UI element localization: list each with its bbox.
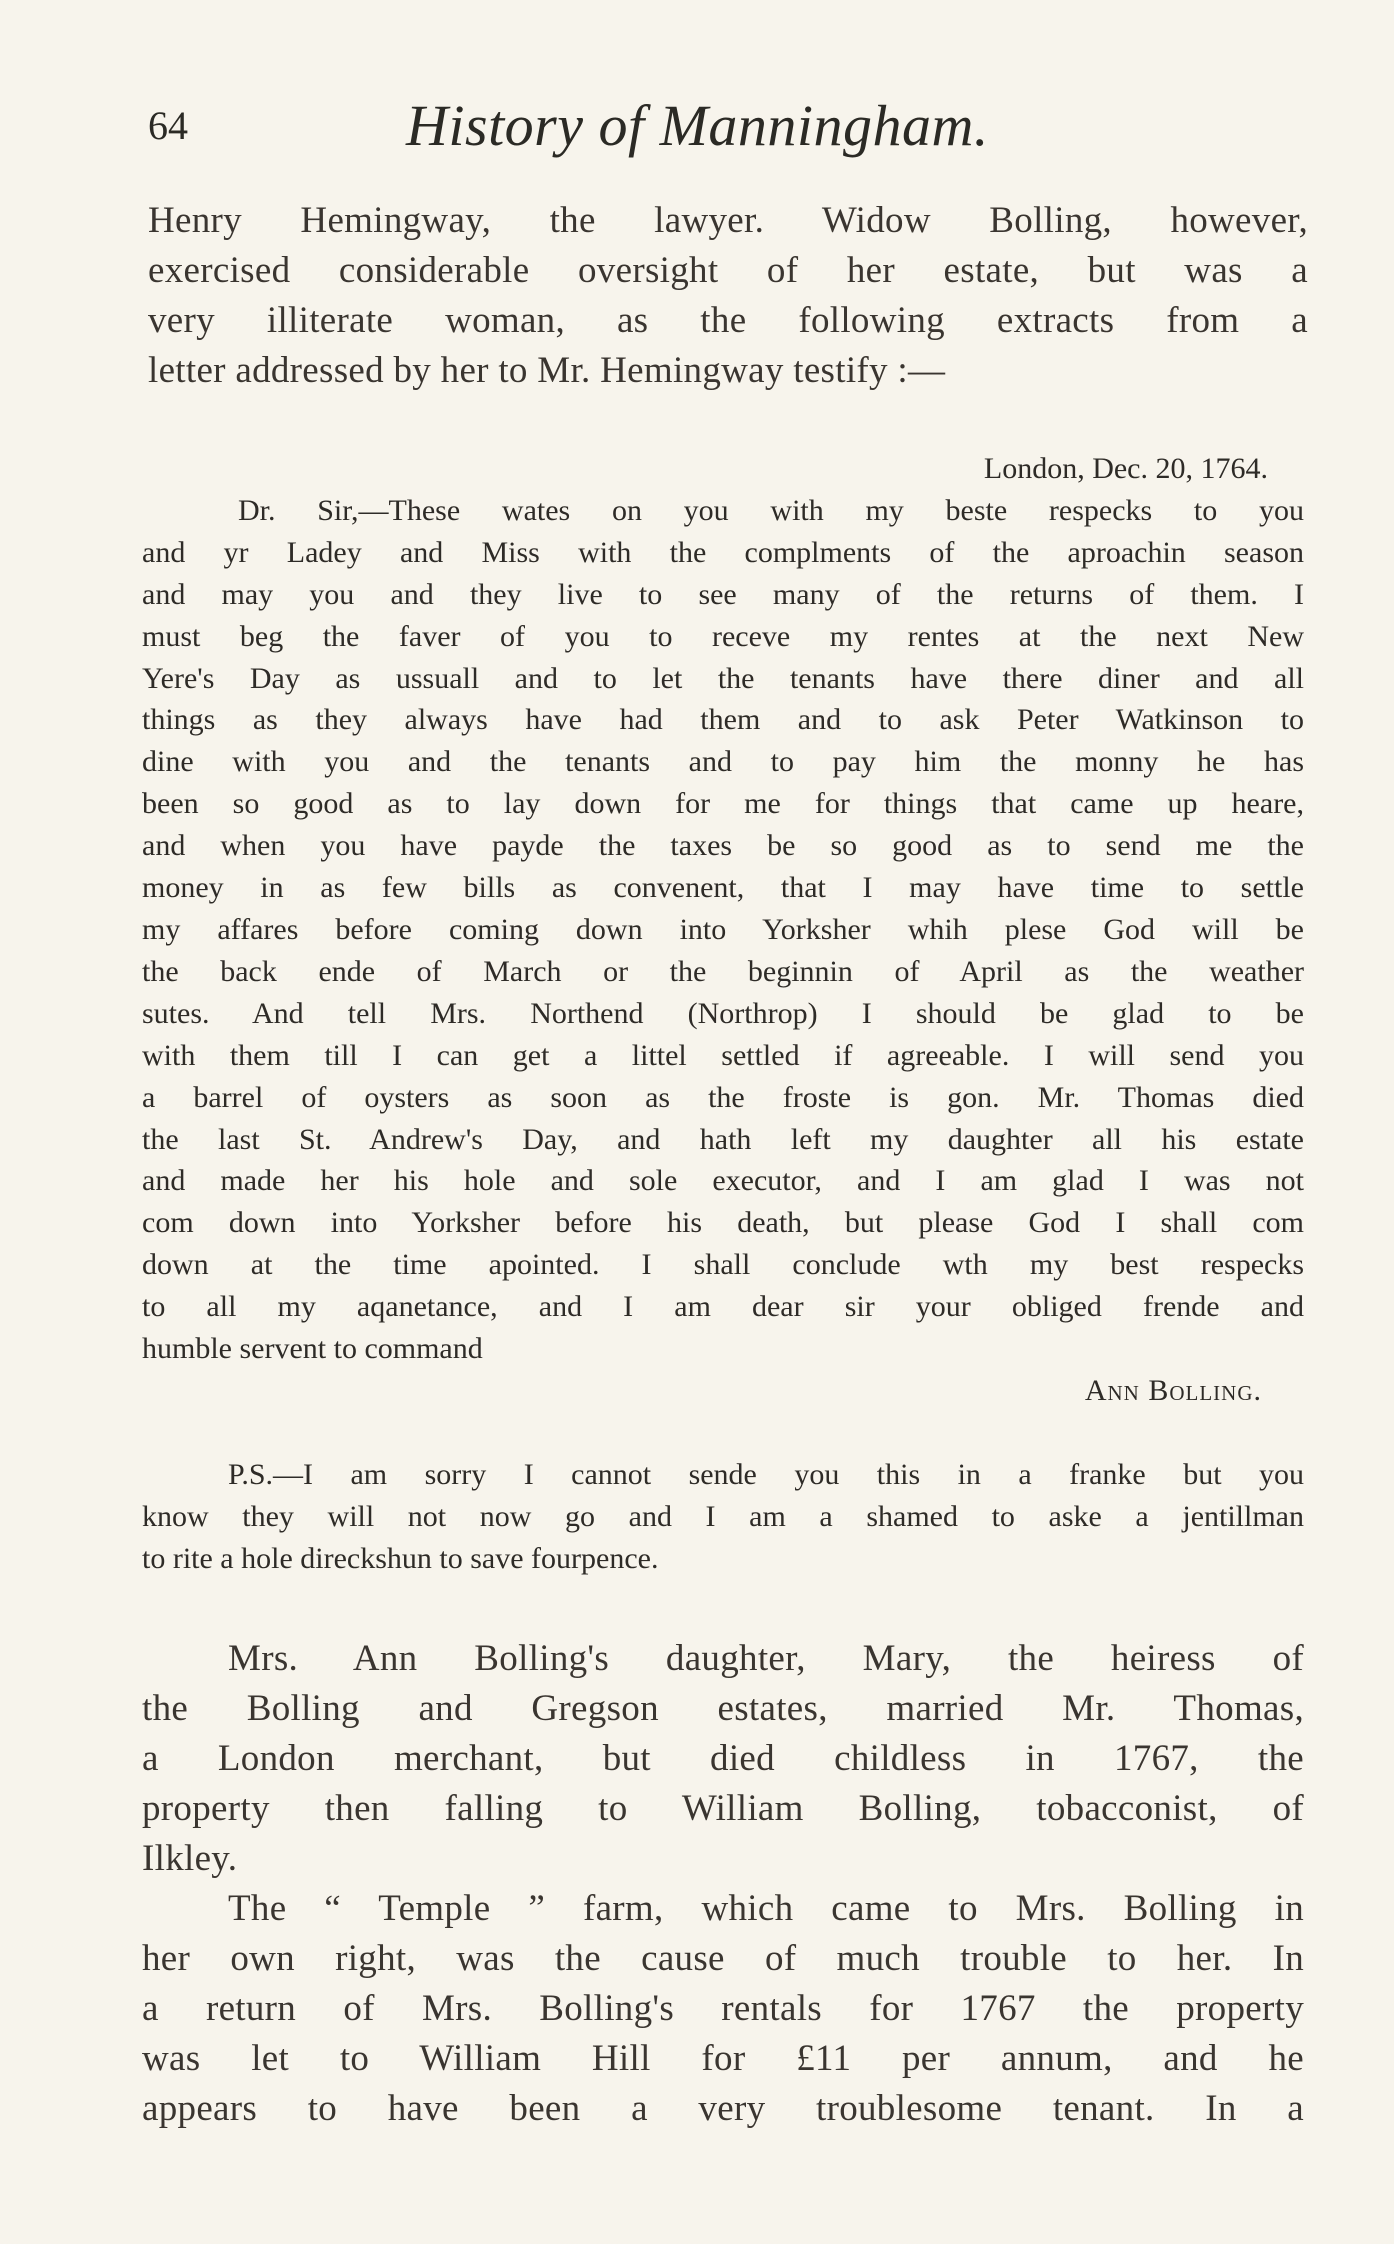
text-line: a London merchant, but died childless in 1767, the	[142, 1738, 1304, 1779]
text-line: very illiterate woman, as the following extracts from a	[148, 300, 1308, 341]
postscript-line: P.S.—I am sorry I cannot sende you this in a franke but you	[228, 1457, 1304, 1491]
letter-line: must beg the faver of you to receve my rentes at the next New	[142, 619, 1304, 653]
text-line: was let to William Hill for £11 per annum, and he	[142, 2038, 1304, 2079]
text-line: her own right, was the cause of much trouble to her. In	[142, 1938, 1304, 1979]
letter-line: a barrel of oysters as soon as the froste is gon. Mr. Thomas died	[142, 1080, 1304, 1114]
letter-line: been so good as to lay down for me for things that came up heare,	[142, 787, 1304, 821]
intro-paragraph	[148, 196, 1308, 396]
text-line: The “ Temple ” farm, which came to Mrs. Bolling in	[228, 1888, 1304, 1929]
running-title: History of Manningham.	[406, 93, 989, 158]
letter-line: money in as few bills as convenent, that I may have time to settle	[142, 871, 1304, 905]
page-header	[148, 92, 1303, 172]
page-number: 64	[148, 103, 188, 148]
letter-line: com down into Yorksher before his death, but please God I shall com	[142, 1206, 1304, 1240]
text-line: Ilkley.	[142, 1838, 238, 1879]
letter-signature: Ann Bolling.	[1084, 1373, 1262, 1407]
postscript-line: to rite a hole direckshun to save fourpence.	[142, 1541, 659, 1575]
letter-line: my affares before coming down into Yorksher whih plese God will be	[142, 912, 1304, 946]
text-line: letter addressed by her to Mr. Hemingway testify :—	[148, 350, 946, 391]
letter-dateline: London, Dec. 20, 1764.	[983, 452, 1268, 485]
text-line: exercised considerable oversight of her estate, but was a	[148, 250, 1308, 291]
text-line: Mrs. Ann Bolling's daughter, Mary, the heiress of	[228, 1638, 1304, 1679]
letter-line: and may you and they live to see many of the returns of them. I	[142, 577, 1304, 611]
letter-line: down at the time apointed. I shall conclude wth my best respecks	[142, 1248, 1304, 1282]
text-line: Henry Hemingway, the lawyer. Widow Bolling, however,	[148, 200, 1308, 241]
text-line: property then falling to William Bolling, tobacconist, of	[142, 1788, 1304, 1829]
letter-line: and yr Ladey and Miss with the complments of the aproachin season	[142, 535, 1304, 569]
quoted-letter	[142, 448, 1304, 1580]
letter-line: things as they always have had them and to ask Peter Watkinson to	[142, 703, 1304, 737]
text-line: appears to have been a very troublesome tenant. In a	[142, 2088, 1304, 2129]
closing-paragraphs	[142, 1634, 1304, 2134]
letter-line: sutes. And tell Mrs. Northend (Northrop) I should be glad to be	[142, 996, 1304, 1030]
letter-line: humble servent to command	[142, 1332, 483, 1366]
letter-line: Yere's Day as ussuall and to let the tenants have there diner and all	[142, 661, 1304, 695]
letter-line: and when you have payde the taxes be so good as to send me the	[142, 829, 1304, 863]
letter-line: with them till I can get a littel settled if agreeable. I will send you	[142, 1038, 1304, 1072]
letter-line: the last St. Andrew's Day, and hath left my daughter all his estate	[142, 1122, 1304, 1156]
letter-line: the back ende of March or the beginnin of April as the weather	[142, 954, 1304, 988]
letter-line: to all my aqanetance, and I am dear sir your obliged frende and	[142, 1290, 1304, 1324]
letter-line: and made her his hole and sole executor, and I am glad I was not	[142, 1164, 1304, 1198]
text-line: the Bolling and Gregson estates, married Mr. Thomas,	[142, 1688, 1304, 1729]
letter-line: dine with you and the tenants and to pay him the monny he has	[142, 745, 1304, 779]
text-line: a return of Mrs. Bolling's rentals for 1767 the property	[142, 1988, 1304, 2029]
letter-line: Dr. Sir,—These wates on you with my beste respecks to you	[238, 493, 1304, 527]
postscript-line: know they will not now go and I am a shamed to aske a jentillman	[142, 1499, 1304, 1533]
